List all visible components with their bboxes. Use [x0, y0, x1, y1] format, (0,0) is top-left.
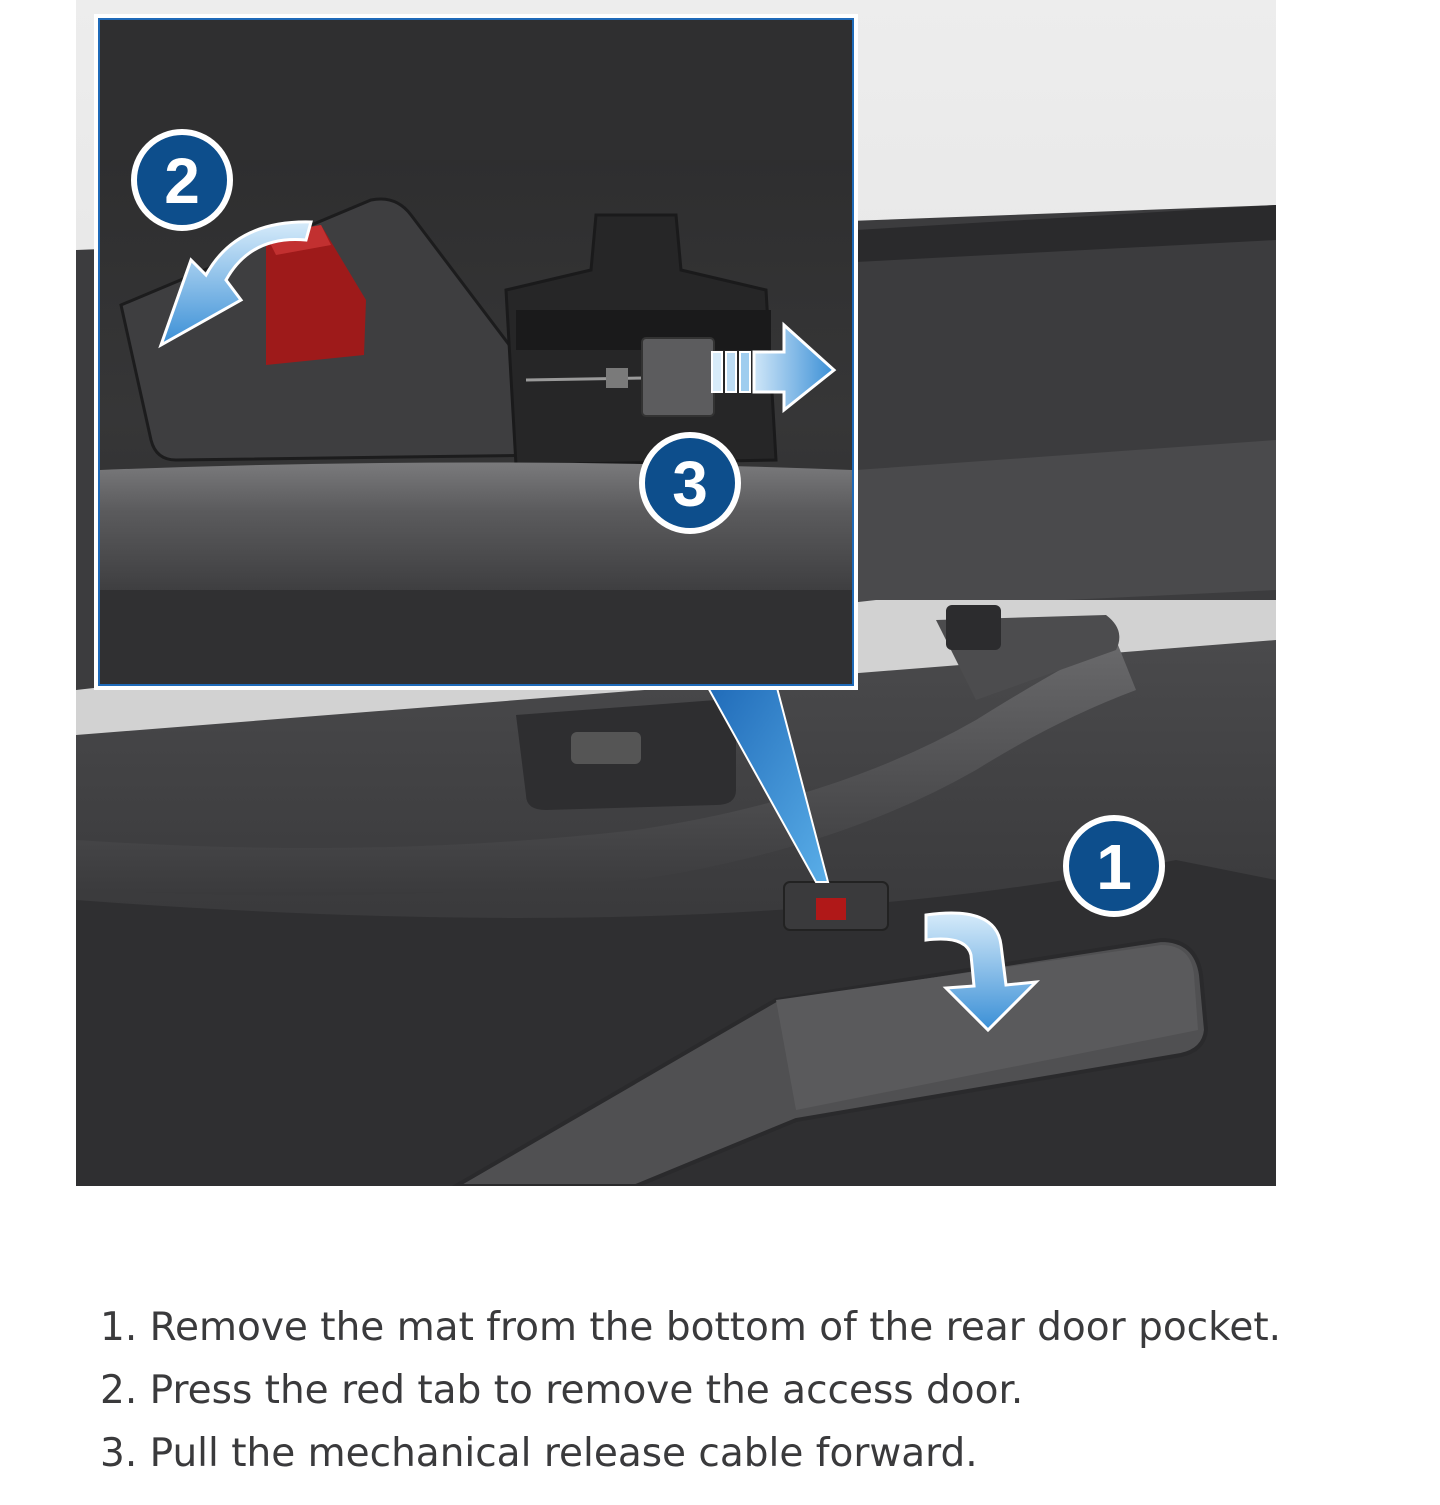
step-1-text: Remove the mat from the bottom of the rear door pocket.	[149, 1305, 1282, 1350]
callout-3	[642, 435, 738, 531]
step-1	[100, 1296, 1281, 1359]
callout-1	[1066, 818, 1162, 914]
door-release-illustration	[76, 0, 1276, 1186]
callout-2	[134, 132, 230, 228]
step-3	[100, 1422, 1281, 1485]
step-2-number: 2.	[100, 1368, 138, 1413]
callout-3-label: 3	[672, 448, 708, 520]
red-tab-small	[816, 898, 846, 920]
window-switch	[571, 732, 641, 764]
cable-handle	[642, 338, 714, 416]
callout-1-label: 1	[1096, 831, 1132, 903]
step-3-text: Pull the mechanical release cable forward.	[149, 1431, 978, 1476]
step-3-number: 3.	[100, 1431, 138, 1476]
inset-detail-view	[94, 14, 858, 690]
step-1-number: 1.	[100, 1305, 138, 1350]
instruction-steps	[100, 1296, 1281, 1485]
step-2-text: Press the red tab to remove the access door.	[149, 1368, 1024, 1413]
callout-2-label: 2	[164, 145, 200, 217]
lock-button	[946, 605, 1001, 650]
step-2	[100, 1359, 1281, 1422]
